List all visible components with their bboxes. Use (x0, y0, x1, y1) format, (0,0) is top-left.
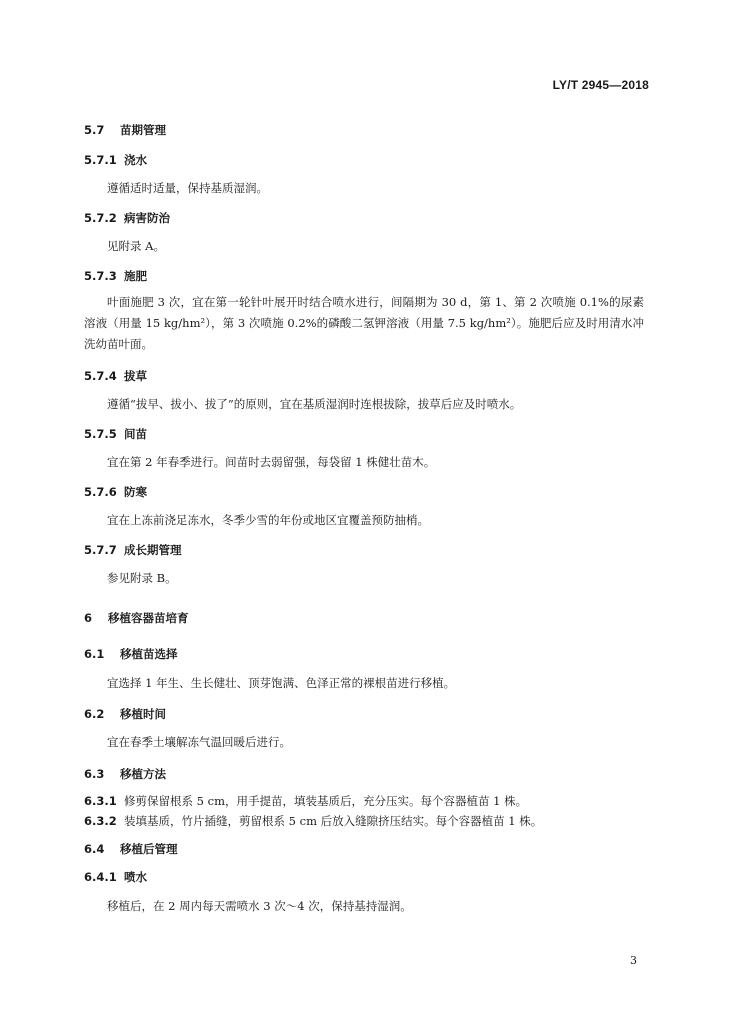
heading-6 (84, 610, 189, 626)
paragraph-5-7-2: 见附录 A。 (107, 239, 165, 253)
section-title: 防寒 (124, 485, 147, 499)
section-title: 间苗 (124, 427, 147, 441)
section-title: 移植容器苗培育 (108, 611, 189, 625)
paragraph-6-2: 宜在春季土壤解冻气温回暖后进行。 (107, 735, 291, 749)
section-title: 移植方法 (120, 767, 166, 781)
paragraph-5-7-1: 遵循适时适量，保持基质湿润。 (107, 181, 268, 195)
section-number: 5.7.4 (84, 369, 117, 383)
section-number: 6.3 (84, 767, 105, 781)
paragraph-5-7-3: 叶面施肥 3 次，宜在第一轮针叶展开时结合喷水进行，间隔期为 30 d，第 1、第 2 次喷施 0.1%的尿素溶液（用量 15 kg/hm²），第 3 次喷施 0.2%的磷酸二氢钾溶液（用量 7.5 kg/hm²）。施肥后应及时用清水冲洗幼苗叶面。 (84, 295, 644, 351)
item-text: 修剪保留根系 5 cm，用手提苗，填装基质后，充分压实。每个容器植苗 1 株。 (124, 794, 528, 808)
heading-5-7-6 (84, 484, 147, 500)
section-number: 5.7.7 (84, 543, 117, 557)
paragraph-5-7-4: 遵循“拔早、拔小、拔了”的原则，宜在基质湿润时连根拔除，拔草后应及时喷水。 (107, 397, 522, 411)
section-title: 施肥 (124, 269, 147, 283)
paragraph-6-4-1: 移植后，在 2 周内每天需喷水 3 次～4 次，保持基持湿润。 (107, 899, 412, 913)
heading-6-1 (84, 646, 178, 662)
section-title: 浇水 (124, 153, 147, 167)
page-number: 3 (630, 954, 637, 967)
item-6-3-2 (84, 813, 542, 829)
section-number: 5.7.2 (84, 211, 117, 225)
paragraph-5-7-7: 参见附录 B。 (107, 571, 177, 585)
section-title: 拔草 (124, 369, 147, 383)
item-text: 装填基质，竹片插缝，剪留根系 5 cm 后放入缝隙挤压结实。每个容器植苗 1 株。 (124, 814, 543, 828)
heading-5-7 (84, 122, 166, 138)
standard-code: LY/T 2945—2018 (552, 78, 649, 92)
heading-5-7-7 (84, 542, 182, 558)
heading-6-4-1 (84, 869, 147, 885)
section-title: 成长期管理 (124, 543, 182, 557)
paragraph-6-1: 宜选择 1 年生、生长健壮、顶芽饱满、色泽正常的裸根苗进行移植。 (107, 676, 456, 690)
item-6-3-1 (84, 793, 527, 809)
section-number: 6.4.1 (84, 870, 117, 884)
section-title: 病害防治 (124, 211, 170, 225)
section-number: 5.7.3 (84, 269, 117, 283)
section-number: 6.4 (84, 842, 105, 856)
section-number: 5.7.6 (84, 485, 117, 499)
heading-5-7-1 (84, 152, 147, 168)
section-title: 苗期管理 (120, 123, 166, 137)
heading-5-7-2 (84, 210, 170, 226)
heading-6-4 (84, 841, 178, 857)
section-number: 6.1 (84, 647, 105, 661)
paragraph-5-7-5: 宜在第 2 年春季进行。间苗时去弱留强，每袋留 1 株健壮苗木。 (107, 455, 436, 469)
section-title: 喷水 (124, 870, 147, 884)
section-title: 移植时间 (120, 707, 166, 721)
section-title: 移植苗选择 (120, 647, 178, 661)
heading-6-2 (84, 706, 166, 722)
heading-5-7-3 (84, 268, 147, 284)
section-number: 5.7.5 (84, 427, 117, 441)
item-number: 6.3.1 (84, 794, 117, 808)
heading-5-7-5 (84, 426, 147, 442)
section-title: 移植后管理 (120, 842, 178, 856)
paragraph-5-7-6: 宜在上冻前浇足冻水，冬季少雪的年份或地区宜覆盖预防抽梢。 (107, 513, 429, 527)
item-number: 6.3.2 (84, 814, 117, 828)
heading-6-3 (84, 766, 166, 782)
section-number: 5.7 (84, 123, 105, 137)
section-number: 5.7.1 (84, 153, 117, 167)
section-number: 6.2 (84, 707, 105, 721)
section-number: 6 (84, 611, 93, 625)
heading-5-7-4 (84, 368, 147, 384)
